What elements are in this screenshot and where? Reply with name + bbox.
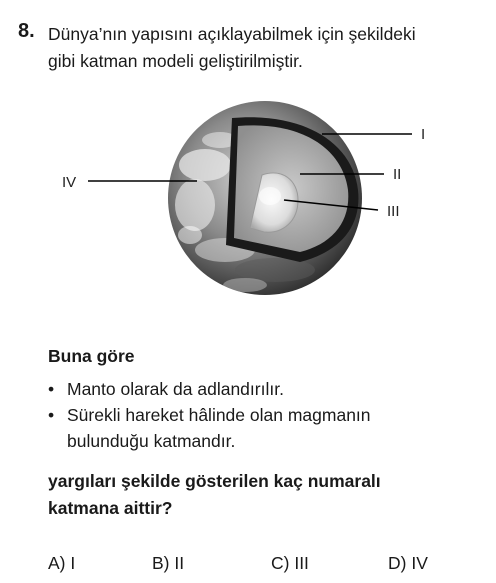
earth-layers-figure: [0, 100, 496, 330]
question-stem-line-2: gibi katman modeli geliştirilmiştir.: [48, 51, 303, 71]
question-prompt-line-1: yargıları şekilde gösterilen kaç numaralı: [48, 471, 381, 491]
option-d[interactable]: D) IV: [388, 553, 428, 573]
statement-1-line-1: Manto olarak da adlandırılır.: [67, 379, 284, 399]
label-iv: IV: [62, 174, 77, 191]
question-stem: [48, 21, 483, 75]
statement-2-line-1: Sürekli hareket hâlinde olan magmanın: [67, 405, 371, 425]
statement-list: [48, 376, 478, 454]
list-item: [48, 402, 478, 454]
question-prompt-line-2: katmana aittir?: [48, 498, 173, 518]
label-iii: III: [387, 203, 400, 220]
question-number: 8.: [18, 20, 35, 42]
intro-text: Buna göre: [48, 346, 135, 366]
label-ii: II: [393, 166, 402, 183]
bullet-icon: •: [48, 405, 55, 425]
option-b[interactable]: B) II: [152, 553, 185, 573]
option-a[interactable]: A) I: [48, 553, 76, 573]
list-item: [48, 376, 478, 402]
question-prompt: [48, 468, 483, 522]
question-stem-line-1: Dünya’nın yapısını açıklayabilmek için şekildeki: [48, 24, 416, 44]
statement-2-line-2: bulunduğu katmandır.: [67, 431, 236, 451]
bullet-icon: •: [48, 379, 55, 399]
option-c[interactable]: C) III: [271, 553, 309, 573]
label-i: I: [421, 126, 426, 143]
